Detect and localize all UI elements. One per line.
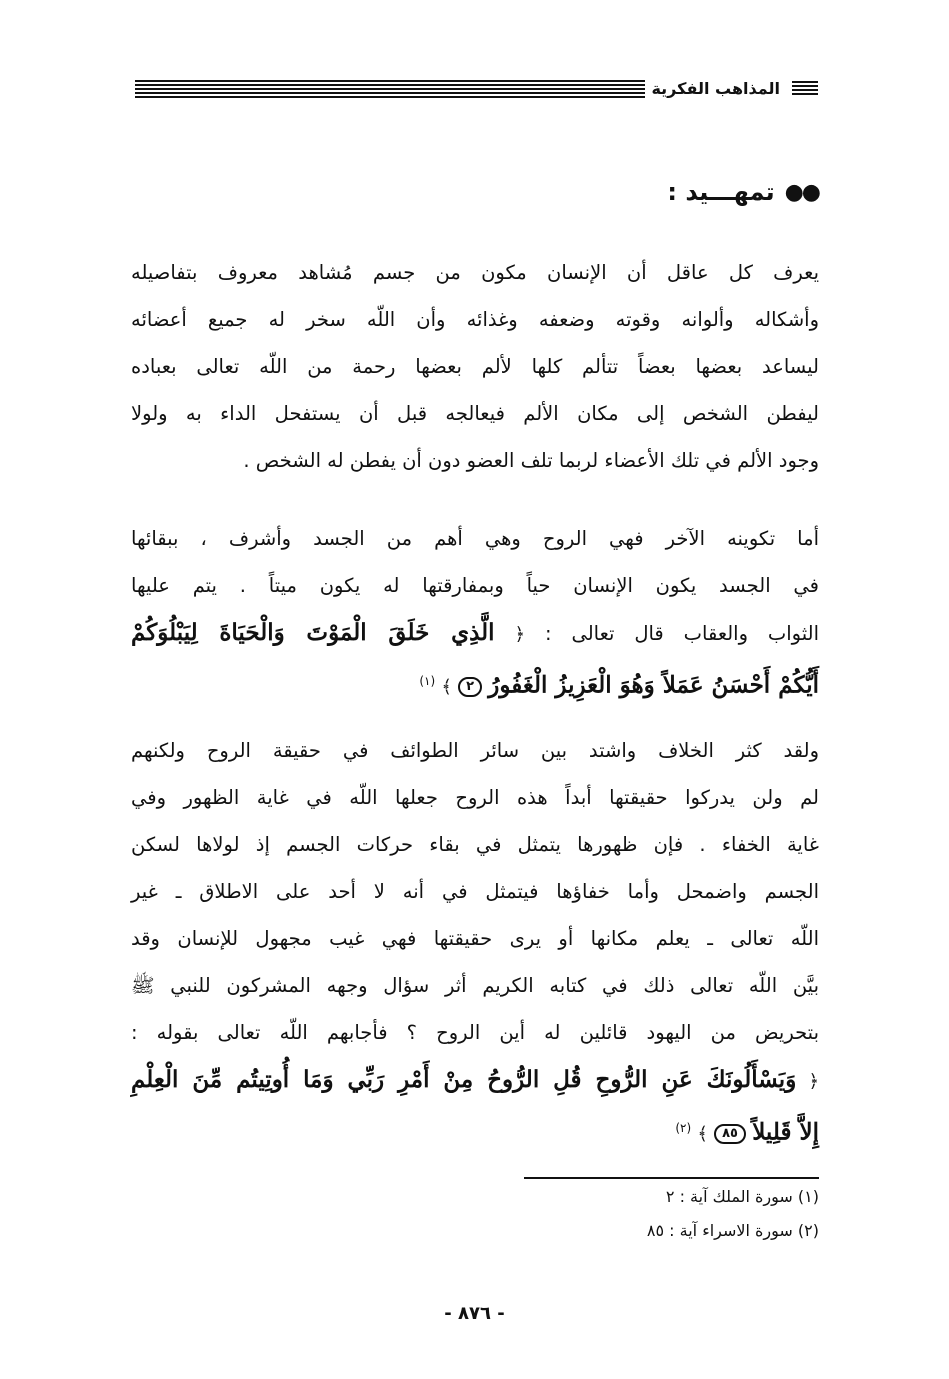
text-line-with-verse [131, 1056, 819, 1105]
bullet-icon: ●● [784, 179, 819, 205]
quran-verse: أَيُّكُمْ أَحْسَنُ عَمَلاً وَهُوَ الْعَزِيزُ الْغَفُورُ [488, 671, 819, 699]
footnote-divider [524, 1177, 819, 1179]
text-line: ليساعد بعضها بعضاً تتألم كلها لألم بعضها رحمة من اللّه تعالى بعباده [131, 355, 819, 378]
ayah-number: ٢ [458, 677, 482, 697]
page-number: - ٨٧٦ - [444, 1303, 505, 1324]
text-line: في الجسد يكون الإنسان حياً وبمفارقتها له يكون ميتاً . يتم عليها [131, 574, 819, 597]
quran-open-bracket: ﴿ [808, 1071, 819, 1092]
header-rule [135, 80, 645, 98]
heading-text: تمهـــيد : [667, 178, 775, 206]
running-title: المذاهب الفكرية [645, 75, 786, 103]
text-line: وجود الألم في تلك الأعضاء لربما تلف العضو دون أن يفطن له الشخص . [243, 449, 819, 472]
text-line: غاية الخفاء . فإن ظهورها يتمثل في بقاء حركات الجسم إذ لولاها لسكن [131, 833, 819, 856]
footnote-reference[interactable]: (٢) [675, 1121, 692, 1135]
text-line: بتحريض من اليهود قائلين له أين الروح ؟ فأجابهم اللّه تعالى بقوله : [131, 1021, 819, 1044]
quran-open-bracket: ﴿ [514, 624, 526, 645]
text-line: الجسم واضمحل وأما خفاؤها فيتمثل في أنه لا أحد على الاطلاق ـ غير [131, 880, 819, 903]
quran-verse: وَيَسْأَلُونَكَ عَنِ الرُّوحِ قُلِ الرُّوحُ مِنْ أَمْرِ رَبِّي وَمَا أُوتِيتُم مِّنَ الْعِلْمِ [131, 1066, 797, 1093]
paragraph-1 [131, 249, 819, 484]
quran-close-bracket: ﴾ [441, 676, 452, 698]
footnote-reference[interactable]: (١) [419, 674, 436, 688]
text-segment: الثواب والعقاب قال تعالى : [544, 622, 820, 645]
text-line: أما تكوينه الآخر فهي الروح وهي أهم من الجسد وأشرف ، ببقائها [131, 527, 819, 550]
quran-verse: إِلاَّ قَلِيلاً [752, 1118, 819, 1146]
text-line: وأشكاله وألوانه وقوته وضعفه وغذائه وأن اللّه سخر له جميع أعضائه [131, 308, 819, 331]
quran-close-bracket: ﴾ [697, 1123, 708, 1145]
text-line-with-verse [131, 609, 819, 658]
footnote-1: (١) سورة الملك آية : ٢ [665, 1187, 819, 1206]
text-line: ولقد كثر الخلاف واشتد بين سائر الطوائف في حقيقة الروح ولكنهم [131, 739, 819, 762]
paragraph-2 [131, 515, 819, 711]
quran-verse: الَّذِي خَلَقَ الْمَوْتَ وَالْحَيَاةَ لِيَبْلُوَكُمْ [131, 619, 495, 646]
footnote-2: (٢) سورة الاسراء آية : ٨٥ [646, 1221, 819, 1240]
running-header [135, 75, 818, 103]
section-heading [667, 178, 819, 206]
ayah-number: ٨٥ [714, 1124, 746, 1144]
text-line: اللّه تعالى ـ يعلم مكانها أو يرى حقيقتها فهي غيب مجهول للإنسان وقد [131, 927, 819, 950]
text-line: بيَّن اللّه تعالى ذلك في كتابه الكريم أثر سؤال وجهه المشركون للنبي ﷺ [131, 974, 819, 997]
text-line: ليفطن الشخص إلى مكان الألم فيعالجه قبل أن يستفحل الداء به ولولا [131, 402, 819, 425]
paragraph-3 [131, 727, 819, 1158]
header-ornament-icon [792, 81, 818, 97]
text-line: لم ولن يدركوا حقيقتها أبداً هذه الروح جعلها اللّه في غاية الظهور وفي [131, 786, 819, 809]
text-line-with-verse [131, 1105, 819, 1158]
text-line: يعرف كل عاقل أن الإنسان مكون من جسم مُشاهد معروف بتفاصيله [131, 261, 819, 284]
text-line-with-verse [131, 658, 819, 711]
